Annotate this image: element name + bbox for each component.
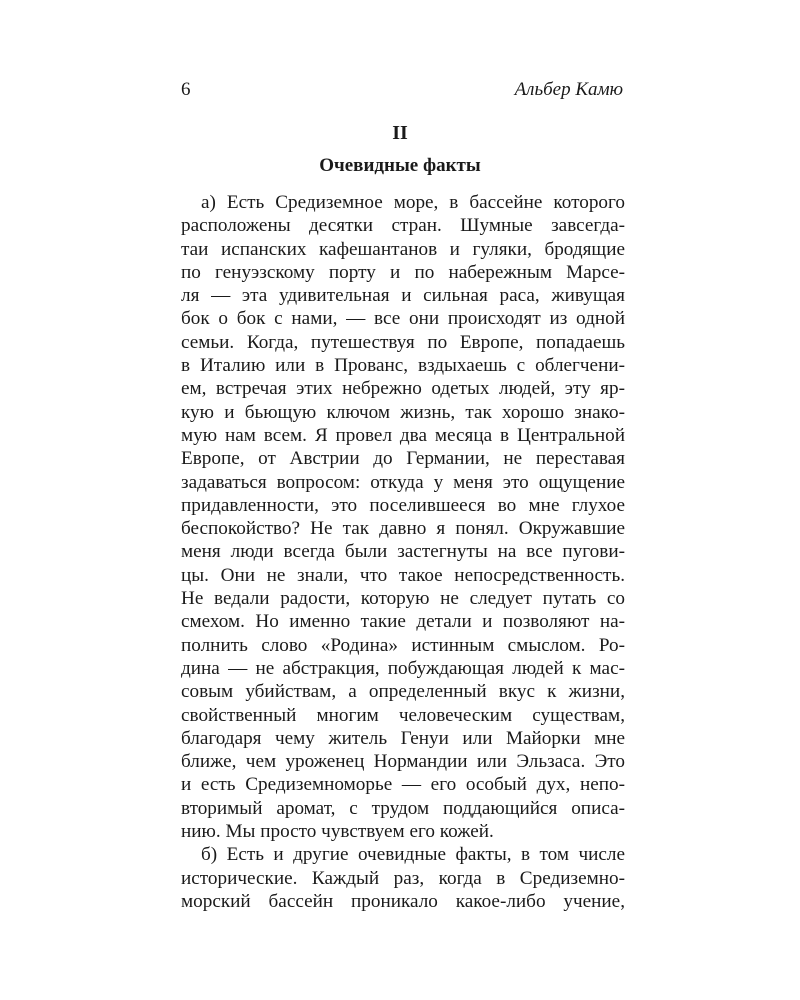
- page-number: 6: [181, 79, 191, 100]
- text-line: ем, встречая этих небрежно одетых людей, эту яр-: [181, 378, 625, 400]
- text-line: меня люди всегда были застегнуты на все пугови-: [181, 541, 625, 563]
- text-line: нию. Мы просто чувствуем его кожей.: [181, 821, 494, 843]
- text-line: беспокойство? Не так давно я понял. Окружавшие: [181, 518, 625, 540]
- text-line: Не ведали радости, которую не следует путать со: [181, 588, 625, 610]
- text-line: расположены десятки стран. Шумные завсегда-: [181, 215, 625, 237]
- body-text: [181, 191, 625, 913]
- text-line: таи испанских кафешантанов и гуляки, бродящие: [181, 238, 625, 260]
- text-line: и есть Средиземноморье — его особый дух, непо-: [181, 774, 625, 796]
- text-line: ля — эта удивительная и сильная раса, живущая: [181, 285, 625, 307]
- text-line: свойственный многим человеческим существам,: [181, 704, 625, 726]
- text-line: семьи. Когда, путешествуя по Европе, попадаешь: [181, 331, 625, 353]
- text-line: придавленности, это поселившееся во мне глухое: [181, 494, 625, 516]
- text-line: исторические. Каждый раз, когда в Средиземно-: [181, 867, 625, 889]
- text-line: морский бассейн проникало какое-либо учение,: [181, 890, 625, 912]
- text-line: в Италию или в Прованс, вздыхаешь с облегчени-: [181, 355, 625, 377]
- text-line: цы. Они не знали, что такое непосредственность.: [181, 564, 625, 586]
- text-line: благодаря чему житель Генуи или Майорки мне: [181, 727, 625, 749]
- chapter-title: Очевидные факты: [319, 155, 481, 176]
- text-line: Европе, от Австрии до Германии, не переставая: [181, 448, 625, 470]
- text-line: бок о бок с нами, — все они происходят из одной: [181, 308, 625, 330]
- text-line: кую и бьющую ключом жизнь, так хорошо знако-: [181, 401, 625, 423]
- text-line: по генуэзскому порту и по набережным Марсе-: [181, 261, 625, 283]
- text-line: а) Есть Средиземное море, в бассейне которого: [201, 192, 625, 213]
- text-line: задаваться вопросом: откуда у меня это ощущение: [181, 471, 625, 493]
- text-line: смехом. Но именно такие детали и позволяют на-: [181, 611, 625, 633]
- running-header-author: Альбер Камю: [514, 79, 623, 100]
- text-line: совым убийствам, а определенный вкус к жизни,: [181, 681, 625, 703]
- text-line: вторимый аромат, с трудом поддающийся описа-: [181, 797, 625, 819]
- text-line: дина — не абстракция, побуждающая людей к мас-: [181, 657, 625, 679]
- text-line: мую нам всем. Я провел два месяца в Центральной: [181, 424, 625, 446]
- text-line: б) Есть и другие очевидные факты, в том числе: [201, 844, 625, 866]
- chapter-number: II: [392, 122, 408, 144]
- text-line: ближе, чем уроженец Нормандии или Эльзаса. Это: [181, 751, 625, 773]
- text-line: полнить слово «Родина» истинным смыслом. Ро-: [181, 634, 625, 656]
